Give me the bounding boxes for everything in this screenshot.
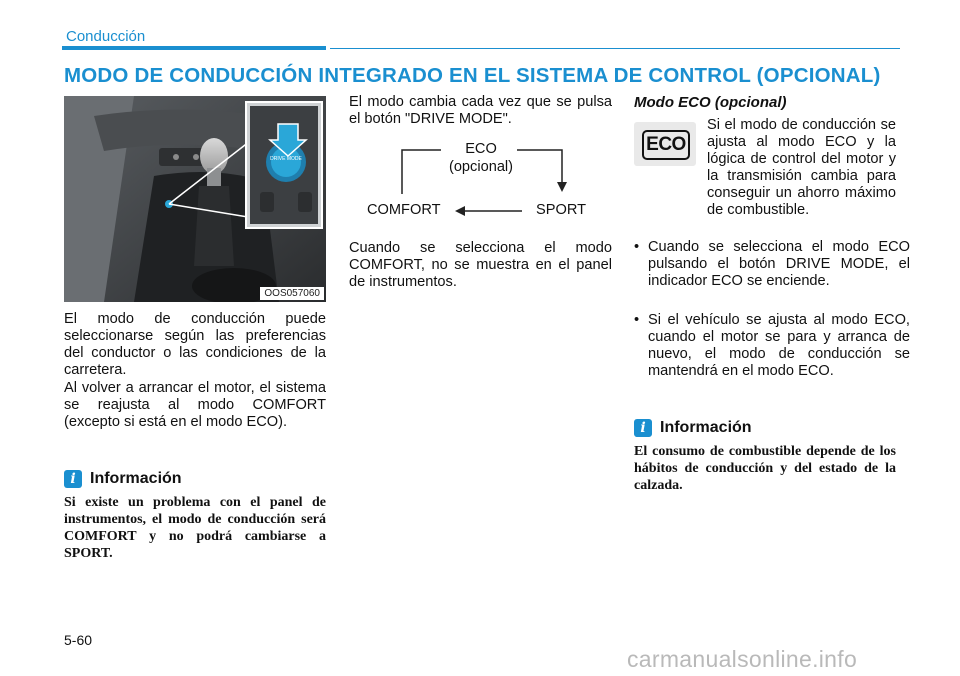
diagram-eco-label: ECO <box>465 141 497 157</box>
bullet-dot: • <box>634 312 640 328</box>
eco-bullet-2 <box>634 312 910 380</box>
col1-paragraph-2: Al volver a arrancar el motor, el sistema se reajusta al modo COMFORT (excepto si está en el modo ECO). <box>64 380 326 430</box>
section-label: Conducción <box>66 28 146 45</box>
col3-info-heading <box>634 419 752 437</box>
console-photo <box>64 96 326 302</box>
bullet-dot: • <box>634 239 640 255</box>
diagram-eco-note: (opcional) <box>448 159 514 175</box>
col1-paragraph-1: El modo de conducción puede seleccionarse según las preferencias del conductor o las condiciones de la carretera. <box>64 311 326 378</box>
col1-info-body: Si existe un problema con el panel de instrumentos, el modo de conducción será COMFORT y no podrá cambiarse a SPORT. <box>64 495 326 561</box>
page-title: MODO DE CONDUCCIÓN INTEGRADO EN EL SISTEMA DE CONTROL (OPCIONAL) <box>64 64 881 87</box>
eco-indicator-icon <box>634 122 696 166</box>
console-illustration <box>64 96 326 302</box>
col1-info-title: Información <box>90 470 182 487</box>
diagram-sport-label: SPORT <box>536 202 587 218</box>
page-number: 5-60 <box>64 632 93 648</box>
header-rule-thin <box>330 48 900 49</box>
col3-info-body: El consumo de combustible depende de los hábitos de conducción y del estado de la calzada. <box>634 444 896 493</box>
watermark: carmanualsonline.info <box>627 646 858 672</box>
mode-cycle-diagram <box>349 138 612 228</box>
photo-button-label: DRIVE MODE <box>270 156 302 162</box>
info-icon: i <box>64 470 82 488</box>
col2-paragraph-1: El modo cambia cada vez que se pulsa el botón "DRIVE MODE". <box>349 94 612 127</box>
header-rule-thick <box>62 46 326 50</box>
eco-bullet-1 <box>634 239 910 290</box>
eco-bullet-1-text: Cuando se selecciona el modo ECO pulsando el botón DRIVE MODE, el indicador ECO se enciende. <box>648 239 910 289</box>
col1-info-heading <box>64 470 182 488</box>
eco-bullet-2-text: Si el vehículo se ajusta al modo ECO, cuando el motor se para y arranca de nuevo, el modo de conducción se mantendrá en el modo ECO. <box>648 312 910 379</box>
col3-info-title: Información <box>660 419 752 436</box>
eco-paragraph: Si el modo de conducción se ajusta al modo ECO y la lógica de control del motor y la transmisión cambia para conseguir un ahorro máximo de combustible. <box>707 117 896 218</box>
diagram-comfort-label: COMFORT <box>367 202 441 218</box>
photo-code: OOS057060 <box>260 287 324 300</box>
col2-paragraph-2: Cuando se selecciona el modo COMFORT, no se muestra en el panel de instrumentos. <box>349 240 612 290</box>
eco-mode-subtitle: Modo ECO (opcional) <box>634 94 787 111</box>
info-icon: i <box>634 419 652 437</box>
eco-badge-text: ECO <box>642 130 690 160</box>
